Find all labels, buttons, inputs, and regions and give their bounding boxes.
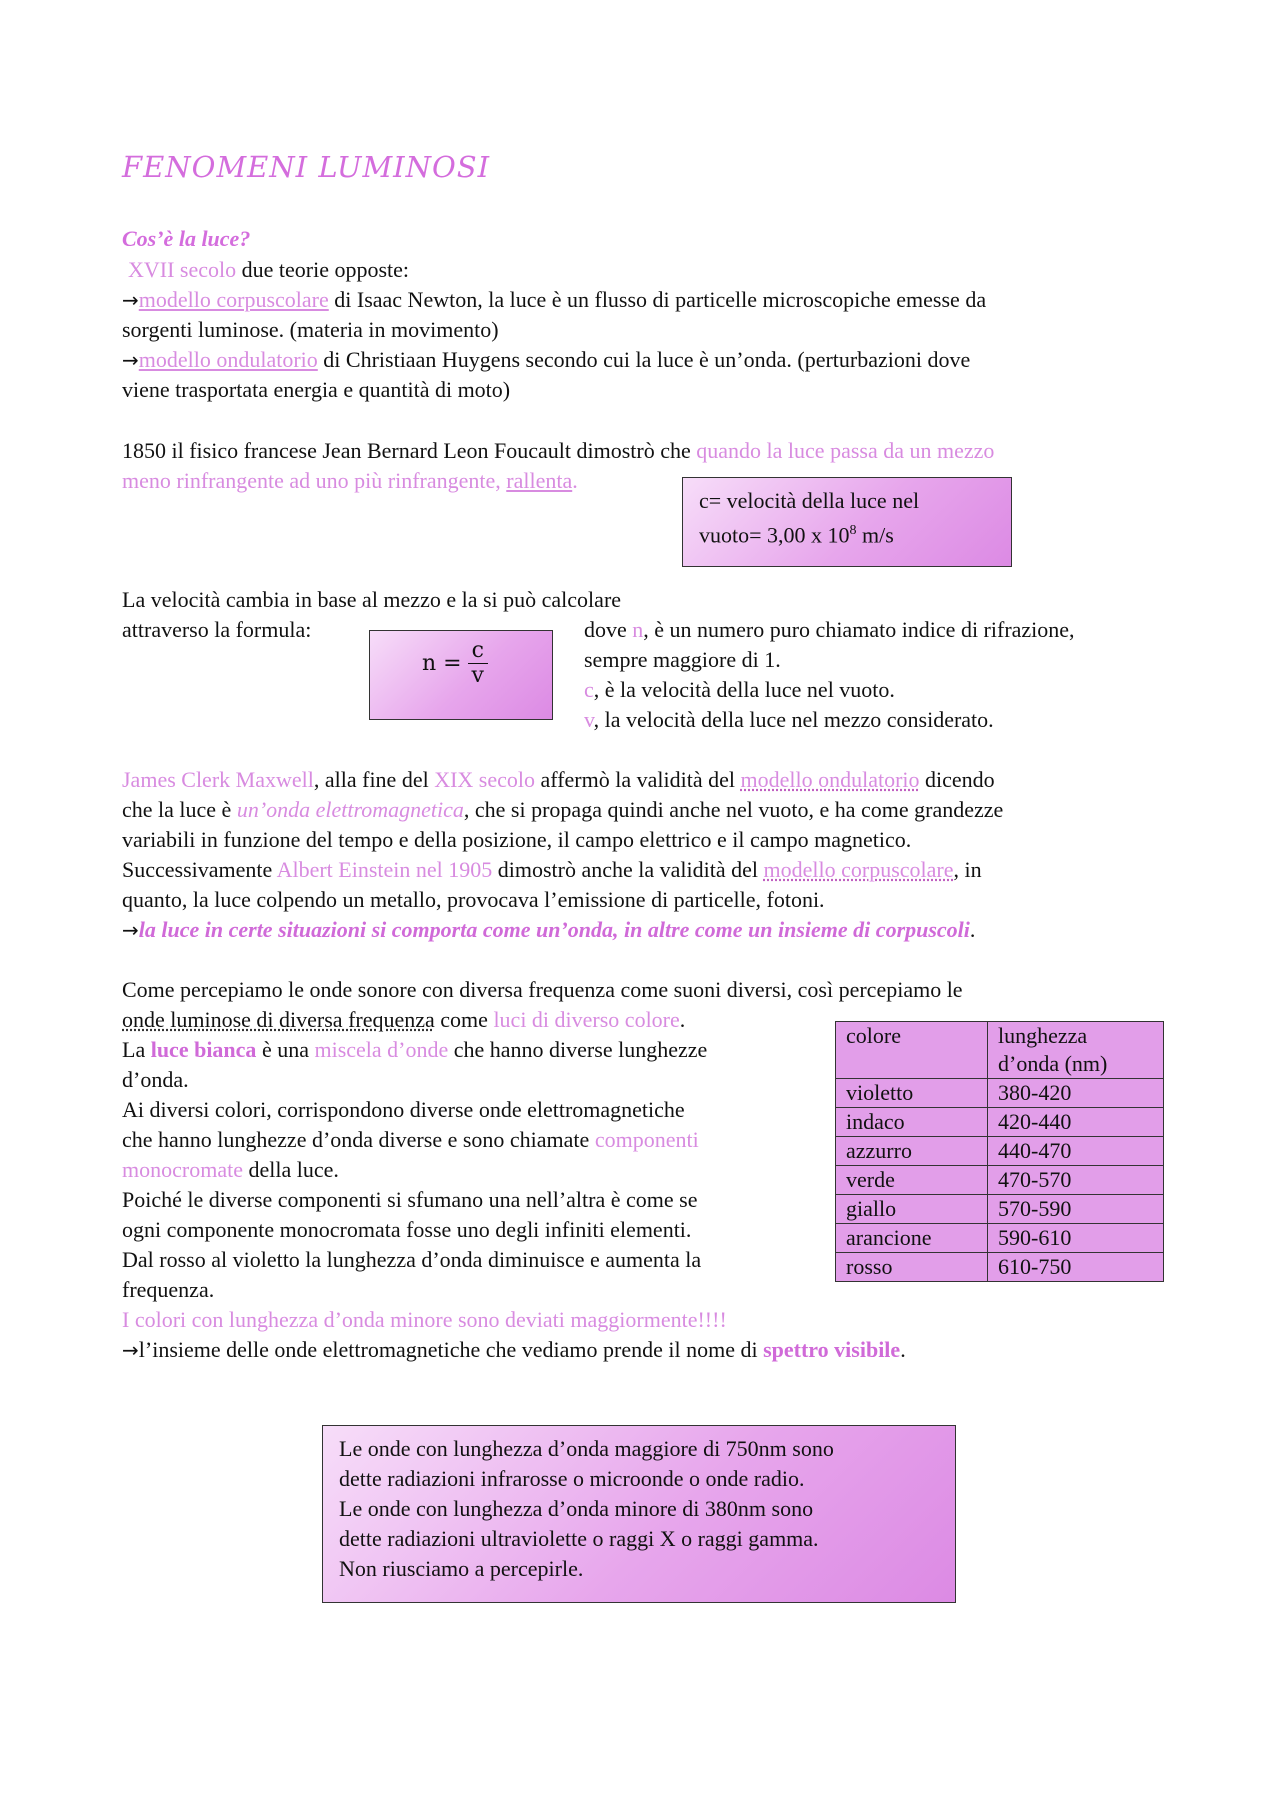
wavelength-table <box>835 1021 1164 1282</box>
colors-line-8: Poiché le diverse componenti si sfumano una nell’altra è come se <box>122 1187 698 1212</box>
table-row: giallo 570-590 <box>836 1195 1164 1224</box>
speed-of-light-box: c= velocità della luce nel vuoto= 3,00 x $10^8$ m/s <box>682 477 1012 567</box>
table-row: rosso 610-750 <box>836 1253 1164 1282</box>
colors-line-9: ogni componente monocromata fosse uno degli infiniti elementi. <box>122 1217 692 1242</box>
table-row: azzurro 440-470 <box>836 1137 1164 1166</box>
arrow-right-icon: → <box>122 348 139 372</box>
arrow-right-icon: → <box>122 1338 139 1362</box>
formula-intro-2: attraverso la formula: <box>122 617 312 642</box>
wave-term: modello ondulatorio <box>138 347 318 372</box>
colors-line-13: →l’insieme delle onde elettromagnetiche che vediamo prende il nome di spettro visibile. <box>122 1337 906 1362</box>
colors-line-11: frequenza. <box>122 1277 215 1302</box>
colors-line-2: onde luminose di diversa frequenza come luci di diverso colore. <box>122 1007 686 1032</box>
colors-line-10: Dal rosso al violetto la lunghezza d’onda diminuisce e aumenta la <box>122 1247 702 1272</box>
formula-intro-1: La velocità cambia in base al mezzo e la si può calcolare <box>122 587 622 612</box>
table-row: violetto 380-420 <box>836 1079 1164 1108</box>
colors-line-3: La luce bianca è una miscela d’onde che hanno diverse lunghezze <box>122 1037 708 1062</box>
table-row: arancione 590-610 <box>836 1224 1164 1253</box>
maxwell-line-1: James Clerk Maxwell, alla fine del XIX secolo affermò la validità del modello ondulatorio dicendo <box>122 767 995 792</box>
foucault-line-1: 1850 il fisico francese Jean Bernard Leon Foucault dimostrò che quando la luce passa da un mezzo <box>122 438 995 463</box>
corpuscular-term: modello corpuscolare <box>138 287 329 312</box>
table-row: verde 470-570 <box>836 1166 1164 1195</box>
arrow-right-icon: → <box>122 288 139 312</box>
maxwell-line-2: che la luce è un’onda elettromagnetica, che si propaga quindi anche nel vuoto, e ha come grandezze <box>122 797 1004 822</box>
radiation-note-box: Le onde con lunghezza d’onda maggiore di 750nm sono dette radiazioni infrarosse o microonde o onde radio. Le onde con lunghezza d’onda minore di 380nm sono dette radiazioni ultraviolette o raggi X o raggi gamma. Non riusciamo a percepirle. <box>322 1425 956 1603</box>
colors-line-6: che hanno lunghezze d’onda diverse e sono chiamate componenti <box>122 1127 699 1152</box>
colors-line-7: monocromate della luce. <box>122 1157 339 1182</box>
maxwell-line-3: variabili in funzione del tempo e della posizione, il campo elettrico e il campo magnetico. <box>122 827 912 852</box>
colors-line-4: d’onda. <box>122 1067 189 1092</box>
foucault-line-2: meno rinfrangente ad uno più rinfrangente, rallenta. <box>122 468 578 493</box>
maxwell-conclusion: →la luce in certe situazioni si comporta come un’onda, in altre come un insieme di corpuscoli. <box>122 917 976 942</box>
intro-line: XVII secolo due teorie opposte: <box>128 257 410 282</box>
table-header-color: colore <box>836 1022 988 1079</box>
def-c: c, è la velocità della luce nel vuoto. <box>584 677 895 702</box>
table-row: indaco 420-440 <box>836 1108 1164 1137</box>
section-question: Cos’è la luce? <box>122 226 251 251</box>
wave-paragraph: →modello ondulatorio di Christiaan Huygens secondo cui la luce è un’onda. (perturbazioni dove viene trasportata energia e quantità di moto) <box>122 347 971 402</box>
corpuscular-paragraph: →modello corpuscolare di Isaac Newton, la luce è un flusso di particelle microscopiche emesse da sorgenti luminose. (materia in movimento) <box>122 287 987 342</box>
arrow-right-icon: → <box>122 918 139 942</box>
colors-line-12: I colori con lunghezza d’onda minore sono deviati maggiormente!!!! <box>122 1307 727 1332</box>
colors-line-5: Ai diversi colori, corrispondono diverse onde elettromagnetiche <box>122 1097 685 1122</box>
page-title: FENOMENI LUMINOSI <box>122 150 491 184</box>
refraction-formula-box <box>369 630 553 720</box>
table-header-wavelength: lunghezza d’onda (nm) <box>988 1022 1164 1079</box>
colors-line-1: Come percepiamo le onde sonore con diversa frequenza come suoni diversi, così percepiamo le <box>122 977 963 1002</box>
maxwell-line-5: quanto, la luce colpendo un metallo, provocava l’emissione di particelle, fotoni. <box>122 887 825 912</box>
def-v: v, la velocità della luce nel mezzo considerato. <box>584 707 994 732</box>
refraction-formula: n = $\frac{c}{v}$ <box>422 639 488 688</box>
table-header-row <box>836 1022 1164 1079</box>
intro-century: XVII secolo <box>128 257 237 282</box>
maxwell-line-4: Successivamente Albert Einstein nel 1905 dimostrò anche la validità del modello corpuscolare, in <box>122 857 982 882</box>
def-n-2: sempre maggiore di 1. <box>584 647 781 672</box>
def-n: dove n, è un numero puro chiamato indice di rifrazione, <box>584 617 1075 642</box>
